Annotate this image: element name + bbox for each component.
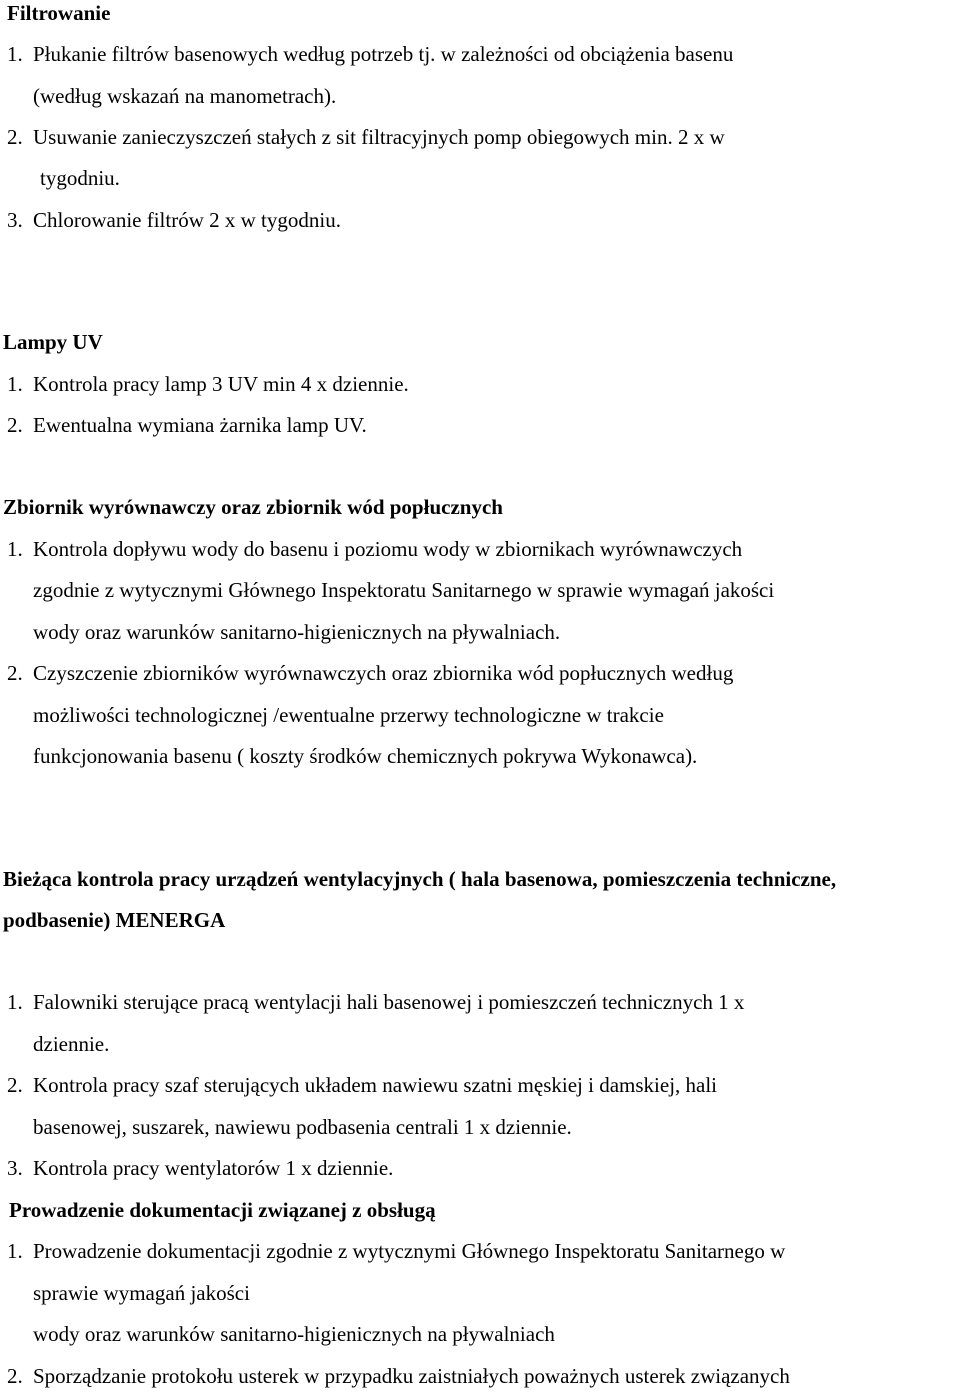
section-heading-wentylacja: Bieżąca kontrola pracy urządzeń wentylacyjnych ( hala basenowa, pomieszczenia techniczne, (3, 867, 837, 891)
list-number: 2. (7, 413, 23, 437)
section-heading-filtrowanie: Filtrowanie (7, 1, 111, 25)
list-item (7, 44, 733, 65)
list-item (7, 663, 733, 684)
list-number: 3. (7, 1156, 23, 1180)
list-number: 3. (7, 208, 23, 232)
list-number: 2. (7, 661, 23, 685)
list-item-text: Płukanie filtrów basenowych według potrzeb tj. w zależności od obciążenia basenu (33, 42, 734, 66)
list-item (7, 1366, 790, 1387)
list-item (7, 992, 744, 1013)
list-item-text: Chlorowanie filtrów 2 x w tygodniu. (33, 208, 341, 232)
list-item-text: Kontrola dopływu wody do basenu i poziomu wody w zbiornikach wyrównawczych (33, 537, 743, 561)
list-item (7, 127, 725, 148)
list-item-continuation: wody oraz warunków sanitarno-higienicznych na pływalniach (33, 1322, 555, 1346)
list-item (7, 539, 742, 560)
list-item-text: Sporządzanie protokołu usterek w przypadku zaistniałych poważnych usterek związanych (33, 1364, 790, 1388)
list-item (7, 374, 409, 395)
section-heading-lampy-uv: Lampy UV (3, 330, 103, 354)
list-item-text: Ewentualna wymiana żarnika lamp UV. (33, 413, 367, 437)
list-item (7, 1075, 717, 1096)
list-item-continuation: funkcjonowania basenu ( koszty środków chemicznych pokrywa Wykonawca). (33, 744, 698, 768)
list-number: 1. (7, 42, 23, 66)
list-number: 2. (7, 1073, 23, 1097)
list-item-continuation: basenowej, suszarek, nawiewu podbasenia centrali 1 x dziennie. (33, 1115, 572, 1139)
list-number: 1. (7, 1239, 23, 1263)
list-item-continuation: sprawie wymagań jakości (33, 1281, 250, 1305)
list-item-text: Falowniki sterujące pracą wentylacji hali basenowej i pomieszczeń technicznych 1 x (33, 990, 745, 1014)
list-item (7, 1158, 393, 1179)
list-item-continuation: wody oraz warunków sanitarno-higienicznych na pływalniach. (33, 620, 561, 644)
list-item-text: Prowadzenie dokumentacji zgodnie z wytycznymi Głównego Inspektoratu Sanitarnego w (33, 1239, 786, 1263)
list-item-text: Kontrola pracy szaf sterujących układem nawiewu szatni męskiej i damskiej, hali (33, 1073, 718, 1097)
list-item (7, 1241, 785, 1262)
list-item-continuation: dziennie. (33, 1032, 110, 1056)
section-heading-dokumentacja: Prowadzenie dokumentacji związanej z obsługą (9, 1198, 436, 1222)
list-item-continuation: (według wskazań na manometrach). (33, 84, 337, 108)
list-number: 1. (7, 372, 23, 396)
list-item-text: Usuwanie zanieczyszczeń stałych z sit filtracyjnych pomp obiegowych min. 2 x w (33, 125, 725, 149)
list-item (7, 210, 341, 231)
section-heading-zbiornik: Zbiornik wyrównawczy oraz zbiornik wód popłucznych (3, 495, 503, 519)
list-item-continuation: możliwości technologicznej /ewentualne przerwy technologiczne w trakcie (33, 703, 664, 727)
list-item (7, 415, 367, 436)
list-item-text: Kontrola pracy lamp 3 UV min 4 x dziennie. (33, 372, 409, 396)
list-item-text: Kontrola pracy wentylatorów 1 x dziennie. (33, 1156, 394, 1180)
list-item-continuation: zgodnie z wytycznymi Głównego Inspektoratu Sanitarnego w sprawie wymagań jakości (33, 578, 775, 602)
list-item-continuation: tygodniu. (40, 166, 120, 190)
list-number: 2. (7, 125, 23, 149)
list-number: 1. (7, 537, 23, 561)
section-heading-wentylacja-cont: podbasenie) MENERGA (3, 908, 226, 932)
list-number: 1. (7, 990, 23, 1014)
list-number: 2. (7, 1364, 23, 1388)
list-item-text: Czyszczenie zbiorników wyrównawczych oraz zbiornika wód popłucznych według (33, 661, 734, 685)
